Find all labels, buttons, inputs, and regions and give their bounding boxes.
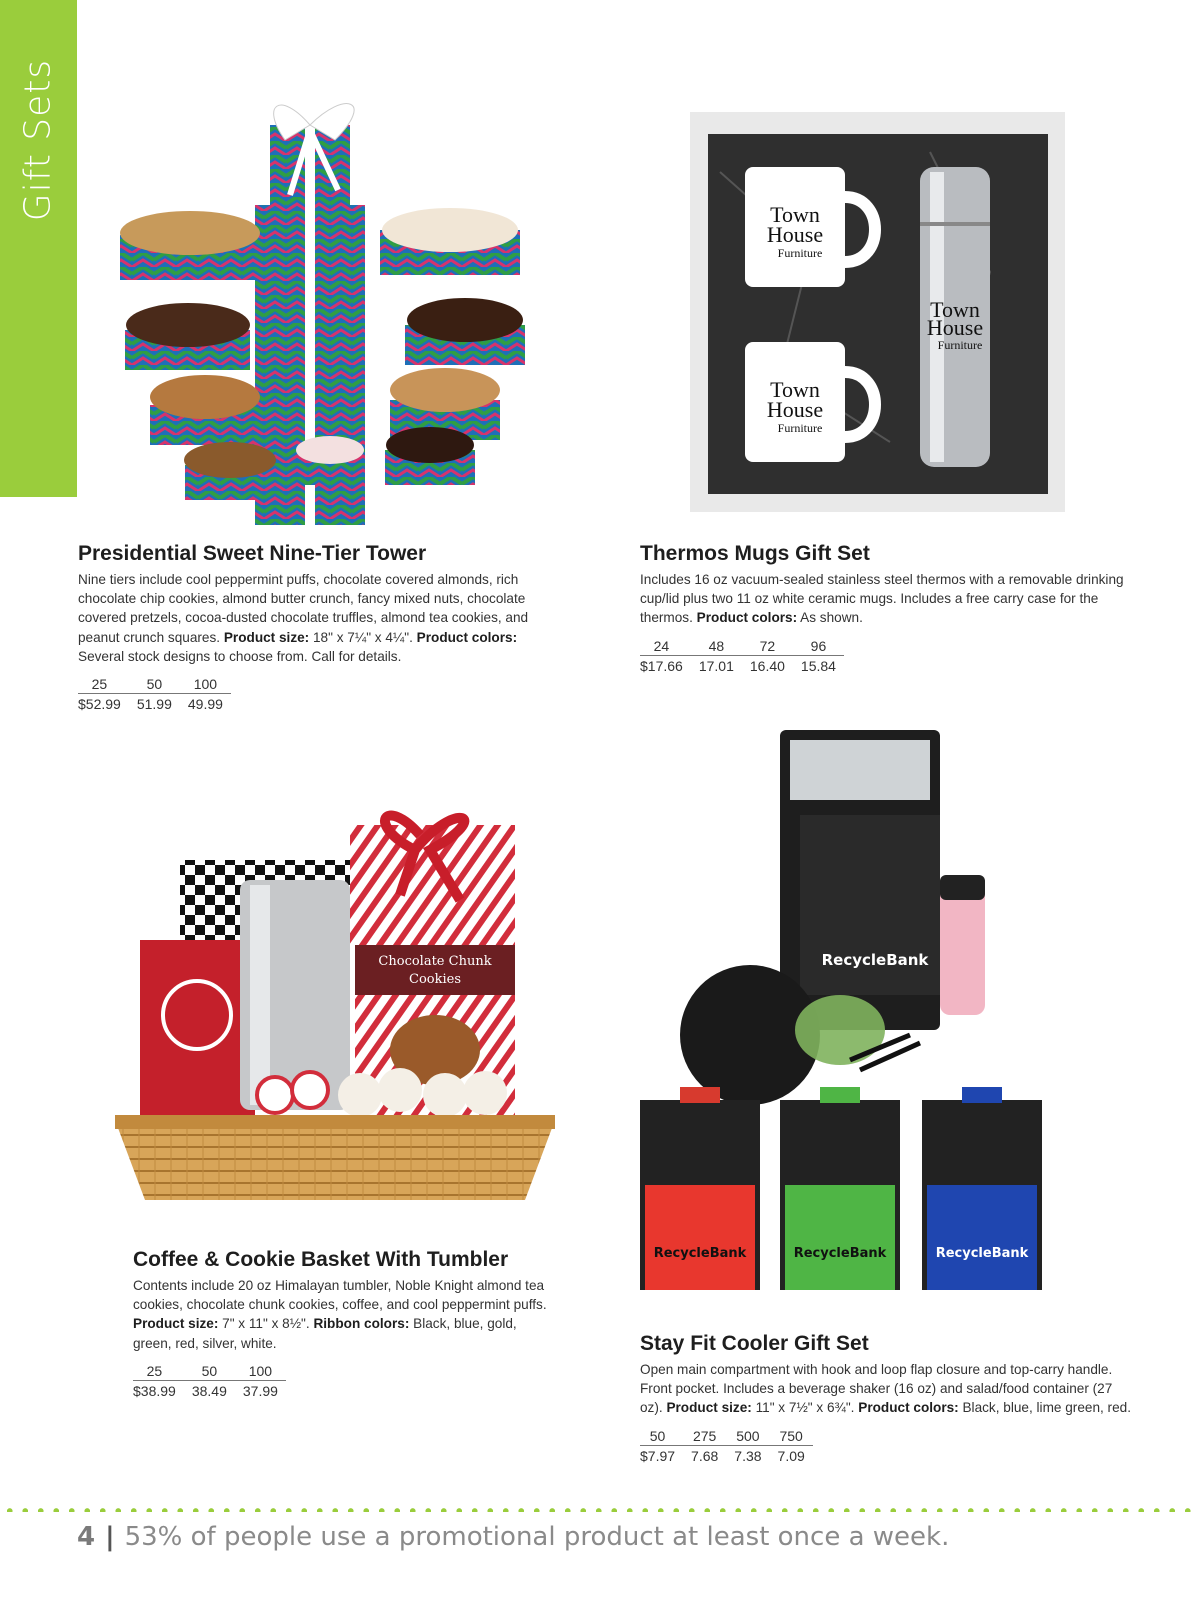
product-presidential-tower bbox=[78, 542, 558, 713]
product-description: Nine tiers include cool peppermint puffs, chocolate covered almonds, rich chocolate chip cookies, almond butter crunch, fancy mixed nuts, chocolate covered pretzels, cocoa-dusted chocolate truffles, almond tea cookies, and peanut crunch squares. Product size: 18" x 7¼" x 4¼". Product colors: Several stock designs to choose from. Call for details. bbox=[78, 572, 529, 664]
product-description: Open main compartment with hook and loop flap closure and top-carry handle. Front pocket. Includes a beverage shaker (16 oz) and salad/food container (27 oz). Product size: 11" x 7½" x 6¾". Product colors: Black, blue, lime green, red. bbox=[640, 1362, 1131, 1416]
product-title: Stay Fit Cooler Gift Set bbox=[640, 1332, 869, 1355]
product-title: Coffee & Cookie Basket With Tumbler bbox=[133, 1248, 509, 1271]
svg-text:RecycleBank: RecycleBank bbox=[653, 1246, 747, 1261]
thermos-mugs-image bbox=[690, 112, 1065, 512]
svg-text:Furniture: Furniture bbox=[777, 421, 823, 435]
section-tab bbox=[0, 0, 77, 497]
product-thermos-mugs bbox=[640, 542, 1130, 675]
nine-tier-tower-image bbox=[110, 85, 550, 530]
svg-text:Town: Town bbox=[770, 377, 820, 402]
svg-text:House: House bbox=[766, 397, 824, 422]
footer-tagline: 53% of people use a promotional product at least once a week. bbox=[124, 1522, 950, 1552]
product-title: Presidential Sweet Nine-Tier Tower bbox=[78, 542, 427, 565]
svg-text:RecycleBank: RecycleBank bbox=[793, 1246, 887, 1261]
svg-text:Town: Town bbox=[930, 297, 980, 322]
svg-text:RecycleBank: RecycleBank bbox=[935, 1246, 1029, 1261]
page-number: 4 bbox=[77, 1522, 96, 1552]
price-table: 25 50 100 $38.99 38.49 37.99 bbox=[133, 1361, 286, 1400]
product-coffee-cookie-basket bbox=[133, 1248, 558, 1400]
product-stay-fit-cooler bbox=[640, 1332, 1135, 1465]
section-tab-label: Gift Sets bbox=[17, 58, 59, 222]
price-table: 25 50 100 $52.99 51.99 49.99 bbox=[78, 674, 231, 713]
svg-text:Furniture: Furniture bbox=[937, 338, 983, 352]
product-description: Includes 16 oz vacuum-sealed stainless steel thermos with a removable drinking cup/lid plus two 11 oz white ceramic mugs. Includes a free carry case for the thermos. Product colors: As shown. bbox=[640, 572, 1124, 626]
svg-text:Furniture: Furniture bbox=[777, 246, 823, 260]
page-footer bbox=[77, 1522, 949, 1552]
cookie-box-label: Chocolate Chunk bbox=[378, 954, 492, 969]
dotted-divider bbox=[0, 1508, 1200, 1512]
svg-text:House: House bbox=[766, 222, 824, 247]
cooler-set-image bbox=[640, 725, 1060, 1295]
cooler-brand: RecycleBank bbox=[821, 951, 929, 969]
svg-text:House: House bbox=[926, 315, 984, 340]
price-table: 24 48 72 96 $17.66 17.01 16.40 15.84 bbox=[640, 636, 844, 675]
footer-separator: | bbox=[105, 1522, 115, 1552]
coffee-basket-image bbox=[115, 805, 555, 1210]
price-table: 50 275 500 750 $7.97 7.68 7.38 7.09 bbox=[640, 1426, 813, 1465]
mug-logo-1: Town bbox=[770, 202, 820, 227]
svg-text:Cookies: Cookies bbox=[409, 972, 461, 987]
product-title: Thermos Mugs Gift Set bbox=[640, 542, 870, 565]
product-description: Contents include 20 oz Himalayan tumbler, Noble Knight almond tea cookies, chocolate chunk cookies, coffee, and cool peppermint puffs. Product size: 7" x 11" x 8½". Ribbon colors: Black, blue, gold, green, red, silver, white. bbox=[133, 1278, 547, 1351]
